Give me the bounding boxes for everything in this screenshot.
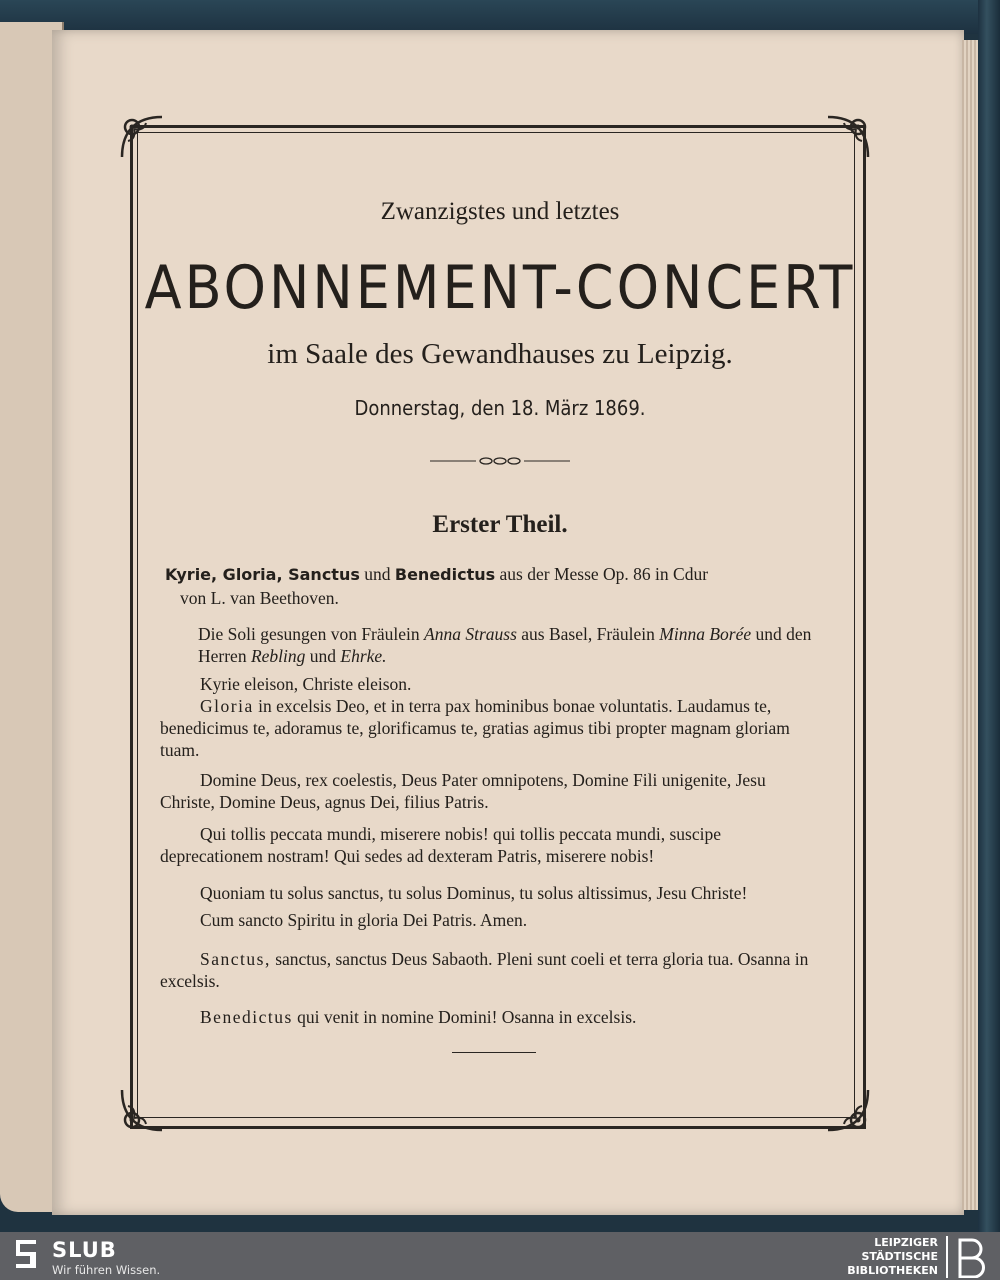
work-composer: von L. van Beethoven. [180,588,339,608]
concert-date: Donnerstag, den 18. März 1869. [354,396,646,420]
corner-ornament-top-right [822,111,874,163]
corner-ornament-bottom-right [822,1084,874,1136]
sanctus-text: Sanctus, sanctus, sanctus Deus Sabaoth. Pleni sunt coeli et terra gloria tua. Osanna in excelsis. [160,949,809,991]
closing-rule [452,1052,536,1053]
slub-logo-icon [16,1240,36,1268]
concert-number: Zwanzigstes und letztes [380,198,620,225]
concert-venue: im Saale des Gewandhauses zu Leipzig. [267,338,733,370]
quoniam-text: Quoniam tu solus sanctus, tu solus Dominus, tu solus altissimus, Jesu Christe! [200,883,748,903]
soloist-ehrke: Ehrke. [340,646,387,666]
ornamental-divider [430,456,570,466]
lsb-logo-icon [946,1236,992,1278]
concert-title: ABONNEMENT-CONCERT [144,253,856,323]
section-heading: Erster Theil. [432,511,568,538]
corner-ornament-bottom-left [116,1084,168,1136]
corner-ornament-top-left [116,111,168,163]
soloist-boree: Minna [659,624,705,644]
kyrie-text: Kyrie eleison, Christe eleison. [200,674,412,694]
qui-tollis-text: Qui tollis peccata mundi, miserere nobis! qui tollis peccata mundi, suscipe deprecationem nostram! Qui sedes ad dexteram Patris, miserere nobis! [160,824,721,866]
work-benedictus: Benedictus [394,565,496,584]
soloist-rebling: Rebling [250,646,306,666]
book-cover-right [978,0,1000,1232]
slub-logo-text[interactable]: SLUB [52,1238,117,1262]
benedictus-text: Benedictus qui venit in nomine Domini! Osanna in excelsis. [200,1007,637,1027]
slub-tagline: Wir führen Wissen. [52,1263,161,1277]
gloria-text: Gloria in excelsis Deo, et in terra pax hominibus bonae voluntatis. Laudamus te, benedicimus te, adoramus te, glorificamus te, gratias agimus tibi propter magnam gloriam tuam. [160,696,790,760]
lsb-logo-text[interactable]: LEIPZIGER STÄDTISCHE BIBLIOTHEKEN [847,1236,938,1277]
soloist-strauss: Anna Strauss [424,624,517,644]
domine-text: Domine Deus, rex coelestis, Deus Pater omnipotens, Domine Fili unigenite, Jesu Christe, Domine Deus, agnus Dei, filius Patris. [160,770,766,812]
book-cover-edge [0,0,1000,34]
cum-sancto-text: Cum sancto Spiritu in gloria Dei Patris. Amen. [200,910,528,930]
work-movements: Kyrie, Gloria, Sanctus [165,565,360,584]
work-title: Kyrie, Gloria, Sanctus und Benedictus aus der Messe Op. 86 in Cdur [165,564,709,584]
soloists-note: Die Soli gesungen von Fräulein Anna Strauss aus Basel, Fräulein Minna Borée und den Herren Rebling und Ehrke. [198,624,812,666]
